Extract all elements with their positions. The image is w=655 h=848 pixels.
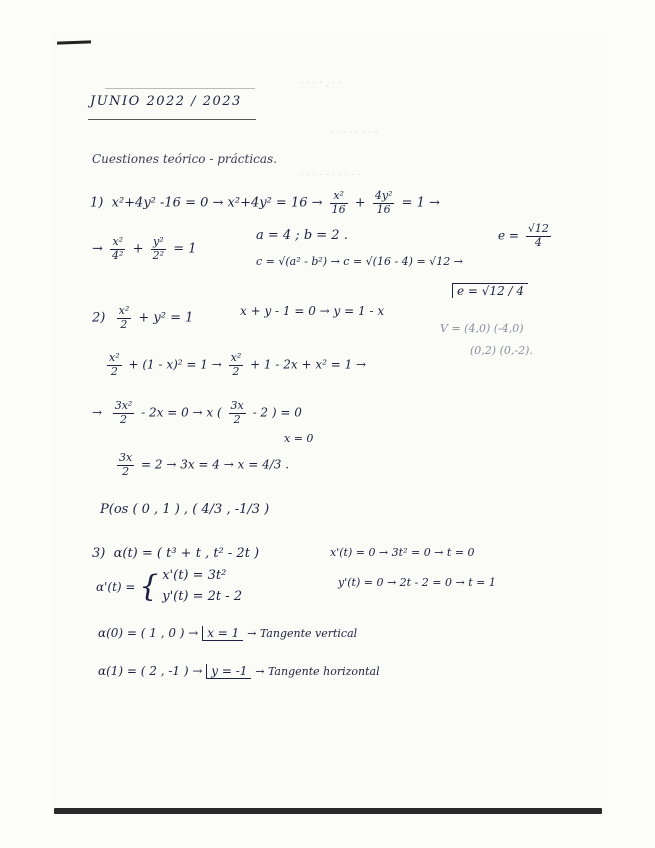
eccentricity: e = $\frac{√12}{4}$ xyxy=(498,222,549,249)
x-prime-zero: x'(t) = 0 → 3t² = 0 → t = 0 xyxy=(330,546,475,559)
problem-2-line-4: $\frac{3x}{2}$ = 2 → 3x = 4 → x = 4/3 . xyxy=(119,451,290,478)
page-title: JUNIO 2022 / 2023 xyxy=(90,94,242,109)
fraction: $\frac{\text{x²}}{2}$ xyxy=(230,351,242,378)
problem-2-line-1: 2) $\frac{\text{x²}}{2}$ + y² = 1 xyxy=(92,304,194,331)
fraction: $\frac{\text{3x²}}{2}$ xyxy=(114,399,133,426)
fraction: $\frac{\text{4y²}}{16}$ xyxy=(374,189,393,216)
focal-distance: c = √(a² - b²) → c = √(16 - 4) = √12 → xyxy=(256,255,463,268)
fraction: $\frac{3x}{2}$ xyxy=(230,399,244,426)
derivative-system: α'(t) = { x'(t) = 3t² y'(t) = 2t - 2 xyxy=(96,568,243,604)
problem-1-line-2: → $\frac{\text{x²}}{\text{4²}}$ + $\frac{\text{y²}}{\text{2²}}$ = 1 xyxy=(92,235,197,262)
fraction: $\frac{3x}{2}$ xyxy=(119,451,133,478)
fraction: $\frac{\text{x²}}{2}$ xyxy=(118,304,130,331)
semi-axes: a = 4 ; b = 2 . xyxy=(256,228,348,243)
bleed-through-text: · · · · · · · · · · xyxy=(300,170,361,181)
root-x-zero: x = 0 xyxy=(284,432,314,445)
problem-3-line-1: 3) α(t) = ( t³ + t , t² - 2t ) xyxy=(92,546,260,561)
problem-2-line-3: → $\frac{\text{3x²}}{2}$ - 2x = 0 → x ( $\frac{3x}{2}$ - 2 ) = 0 xyxy=(92,399,302,426)
bleed-through-text: · · · · · · · · xyxy=(330,128,378,139)
problem-1-label: 1) xyxy=(90,195,104,211)
horizontal-tangent-line: α(1) = ( 2 , -1 ) → y = -1 → Tangente horizontal xyxy=(98,664,380,678)
problem-1-line-1: 1) x²+4y² -16 = 0 → x²+4y² = 16 → $\frac{\text{x²}}{16}$ + $\frac{\text{4y²}}{16}$ = 1 → xyxy=(90,189,440,216)
boxed-eccentricity: e = √12 / 4 xyxy=(452,284,528,298)
section-subtitle: Cuestiones teórico - prácticas. xyxy=(92,152,278,166)
problem-2-line-2: $\frac{\text{x²}}{2}$ + (1 - x)² = 1 → $\frac{\text{x²}}{2}$ + 1 - 2x + x² = 1 → xyxy=(109,351,367,378)
fraction: $\frac{\text{x²}}{2}$ xyxy=(109,351,120,378)
fraction: $\frac{\text{x²}}{16}$ xyxy=(331,189,346,216)
page-bottom-edge xyxy=(54,808,602,814)
title-overline xyxy=(105,88,255,89)
problem-2-label: 2) xyxy=(92,310,106,326)
vertices-line-2: (0,2) (0,-2). xyxy=(470,344,533,357)
vertices-line-1: V = (4,0) (-4,0) xyxy=(440,322,524,335)
intersection-points: P(os ( 0 , 1 ) , ( 4/3 , -1/3 ) xyxy=(100,502,270,517)
title-underline xyxy=(88,119,256,120)
fraction: $\frac{√12}{4}$ xyxy=(527,222,549,249)
fraction: $\frac{\text{x²}}{\text{4²}}$ xyxy=(112,235,124,262)
vertical-tangent-line: α(0) = ( 1 , 0 ) → x = 1 → Tangente vertical xyxy=(98,626,358,640)
bleed-through-text: · · · · , · · xyxy=(300,78,342,89)
problem-3-label: 3) xyxy=(92,546,106,561)
line-equation: x + y - 1 = 0 → y = 1 - x xyxy=(240,304,385,318)
y-prime-zero: y'(t) = 0 → 2t - 2 = 0 → t = 1 xyxy=(338,576,496,589)
fraction: $\frac{\text{y²}}{\text{2²}}$ xyxy=(152,235,165,262)
